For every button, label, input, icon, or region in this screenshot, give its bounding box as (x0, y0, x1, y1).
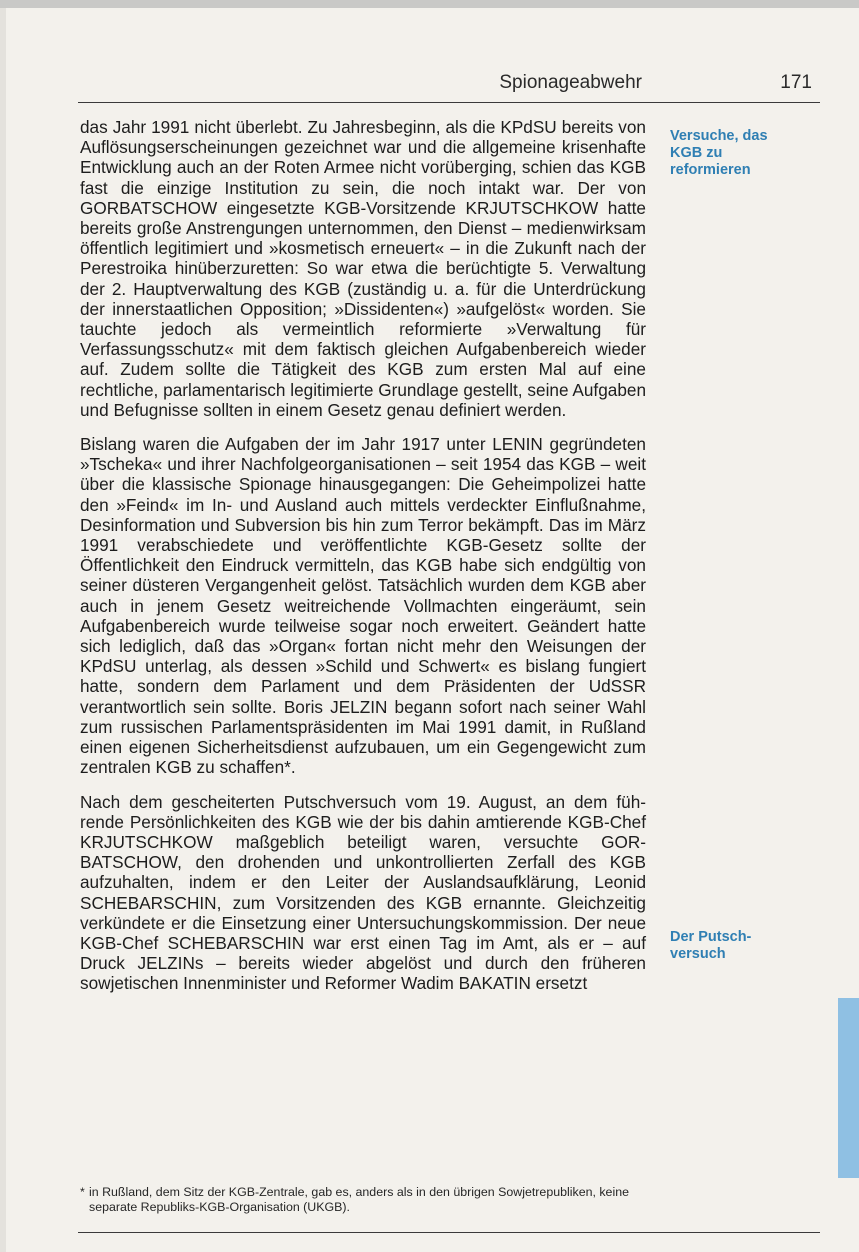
scan-left-shadow (0, 8, 6, 1252)
paragraph-1: das Jahr 1991 nicht überlebt. Zu Jahresbeginn, als die KPdSU bereits von Auflösungserscheinungen gezeichnet war und die allgemeine krisenhafte Entwicklung auch an der Roten Armee nicht vorüberging, schien das KGB fast die einzige Institution zu sein, die noch intakt war. Der von GORBATSCHOW eingesetzte KGB-Vorsitzende KRJUTSCHKOW hatte bereits große Anstrengungen unternommen, den Dienst – medienwirksam öffentlich legitimiert und »kosmetisch erneuert« – in die Zukunft nach der Perestroika hinüberzuretten: So war etwa die berüchtigte 5. Verwaltung der 2. Hauptverwaltung des KGB (zuständig u. a. für die Unterdrückung der innerstaatlichen Opposition; »Dissidenten«) »aufgelöst« worden. Sie tauchte jedoch als vermeintlich reformierte »Verwaltung für Verfassungsschutz« mit dem faktisch gleichen Aufgabenbereich wieder auf. Zudem sollte die Tätigkeit des KGB zum ersten Mal auf eine rechtliche, parlamentarisch legitimierte Grundlage gestellt, seine Aufgaben und Befugnisse sollten in einem Gesetz genau definiert werden. (80, 117, 646, 420)
footnote-text: in Rußland, dem Sitz der KGB-Zentrale, gab es, anders als in den übrigen Sowjetrepubliken, keine separate Republiks-KGB-Organisation (UKGB). (89, 1185, 629, 1214)
body-text (80, 117, 646, 1008)
page-number: 171 (780, 72, 812, 93)
section-title: Spionageabwehr (499, 72, 642, 93)
footer-rule (78, 1232, 820, 1233)
footnote (80, 1185, 660, 1214)
paragraph-2: Bislang waren die Aufgaben der im Jahr 1917 unter LENIN gegründeten »Tscheka« und ihrer Nachfolgeorganisationen – seit 1954 das KGB – weit über die klassische Spionage hinausgegangen: Die Geheimpolizei hatte den »Feind« im In- und Ausland auch mittels verdeckter Einflußnahme, Desinformation und Subversion bis hin zum Terror bekämpft. Das im März 1991 verabschiedete und veröffentlichte KGB-Gesetz sollte der Öffentlichkeit den Eindruck vermitteln, das KGB habe sich endgültig von seiner düsteren Vergangenheit gelöst. Tatsächlich wurden dem KGB aber auch in jenem Gesetz weitreichende Vollmachten eingeräumt, sein Aufgabenbereich wurde teilweise sogar noch erweitert. Geändert hatte sich lediglich, daß das »Organ« fortan nicht mehr den Weisungen der KPdSU unterlag, als dessen »Schild und Schwert« es bislang fungiert hatte, sondern dem Parlament und dem Präsidenten der UdSSR verantwortlich sein sollte. Boris JELZIN begann sofort nach seiner Wahl zum russischen Parlamentspräsidenten im Mai 1991 damit, in Rußland einen eigenen Sicherheitsdienst aufzubauen, um ein Gegengewicht zum zentralen KGB zu schaffen*. (80, 434, 646, 778)
header-rule (78, 102, 820, 103)
footnote-marker: * (80, 1185, 85, 1199)
scan-top-border (0, 0, 859, 8)
margin-note-putsch: Der Putsch-versuch (670, 929, 752, 962)
chapter-thumb-tab (838, 998, 859, 1178)
paragraph-3: Nach dem gescheiterten Putschversuch vom 19. August, an dem führende Persönlichkeiten des KGB wie der bis dahin amtierende KGB-Chef KRJUTSCHKOW maßgeblich beteiligt waren, versuchte GORBATSCHOW, den drohenden und unkontrollierten Zerfall des KGB aufzuhalten, indem er den Leiter der Auslandsaufklärung, Leonid SCHEBARSCHIN, zum Vorsitzenden des KGB ernannte. Gleichzeitig verkündete er die Einsetzung einer Untersuchungskommission. Der neue KGB-Chef SCHEBARSCHIN war erst einen Tag im Amt, als er – auf Druck JELZINs – bereits wieder abgelöst und durch den früheren sowjetischen Innenminister und Reformer Wadim BAKATIN ersetzt (80, 791, 646, 994)
running-header (78, 72, 820, 100)
margin-note-reform: Versuche, das KGB zu reformieren (670, 128, 768, 178)
